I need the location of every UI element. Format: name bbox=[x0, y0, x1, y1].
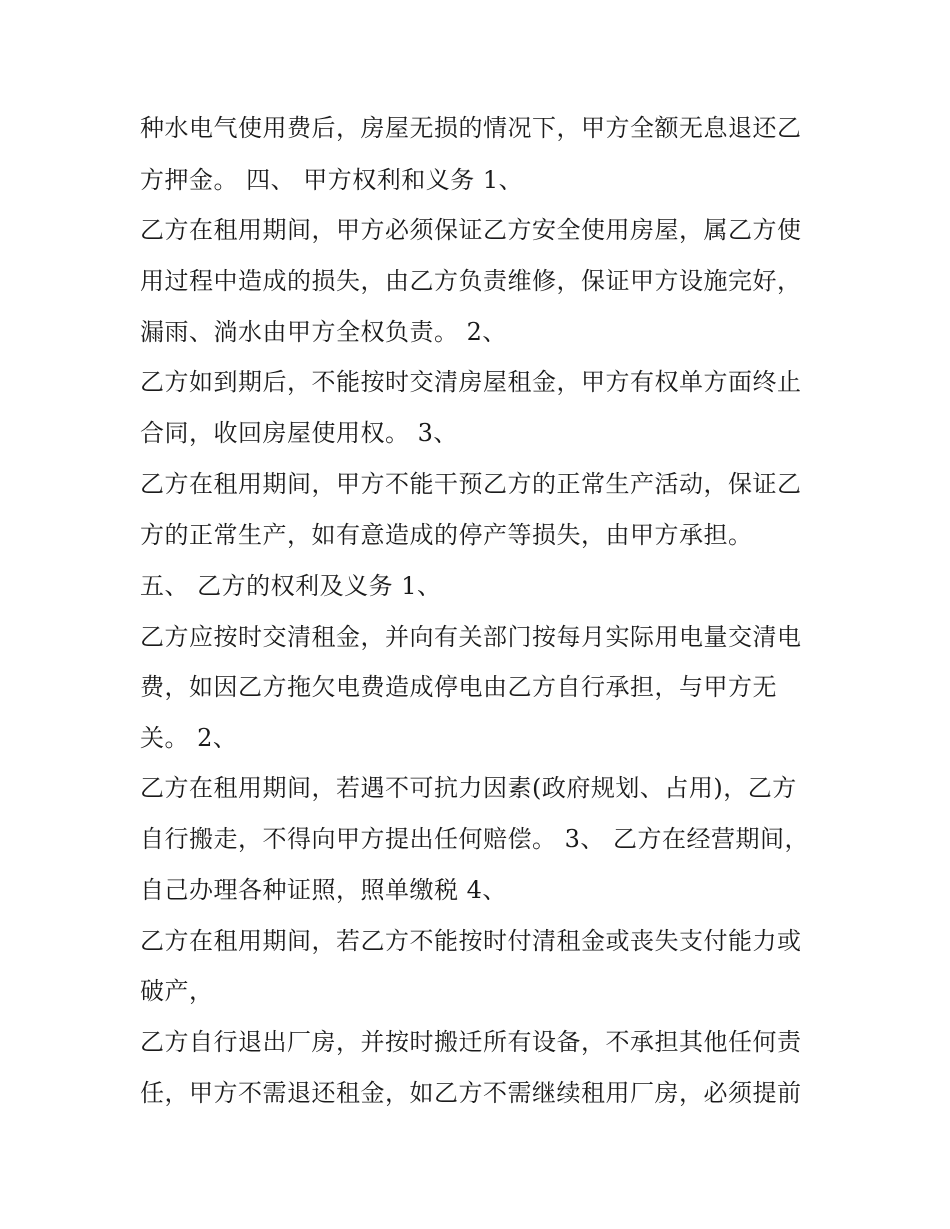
text-line: 乙方如到期后，不能按时交清房屋租金，甲方有权单方面终止 bbox=[140, 368, 802, 396]
text-line: 乙方在租用期间，甲方不能干预乙方的正常生产活动，保证乙 bbox=[140, 470, 802, 498]
text-line: 乙方自行退出厂房，并按时搬迁所有设备，不承担其他任何责 bbox=[140, 1028, 802, 1056]
text-line: 自己办理各种证照，照单缴税 4、 bbox=[140, 876, 507, 904]
text-line: 费，如因乙方拖欠电费造成停电由乙方自行承担，与甲方无 bbox=[140, 673, 777, 701]
text-line: 漏雨、淌水由甲方全权负责。 2、 bbox=[140, 318, 507, 346]
text-line: 乙方在租用期间，若乙方不能按时付清租金或丧失支付能力或 bbox=[140, 927, 802, 955]
text-line: 合同，收回房屋使用权。 3、 bbox=[140, 419, 458, 447]
text-line: 乙方在租用期间，甲方必须保证乙方安全使用房屋，属乙方使 bbox=[140, 216, 802, 244]
text-line: 乙方应按时交清租金，并向有关部门按每月实际用电量交清电 bbox=[140, 623, 802, 651]
text-line: 关。 2、 bbox=[140, 724, 238, 752]
text-line: 五、 乙方的权利及义务 1、 bbox=[140, 572, 442, 600]
text-line: 任，甲方不需退还租金，如乙方不需继续租用厂房，必须提前 bbox=[140, 1079, 802, 1107]
text-line: 种水电气使用费后，房屋无损的情况下，甲方全额无息退还乙 bbox=[140, 114, 802, 142]
text-line: 方的正常生产，如有意造成的停产等损失，由甲方承担。 bbox=[140, 521, 753, 549]
text-line: 用过程中造成的损失，由乙方负责维修，保证甲方设施完好， bbox=[140, 267, 802, 295]
text-line: 破产， bbox=[140, 977, 214, 1005]
text-line: 自行搬走，不得向甲方提出任何赔偿。 3、 乙方在经营期间， bbox=[140, 825, 810, 853]
text-line: 乙方在租用期间，若遇不可抗力因素(政府规划、占用)，乙方 bbox=[140, 774, 797, 802]
text-line: 方押金。 四、 甲方权利和义务 1、 bbox=[140, 166, 524, 194]
